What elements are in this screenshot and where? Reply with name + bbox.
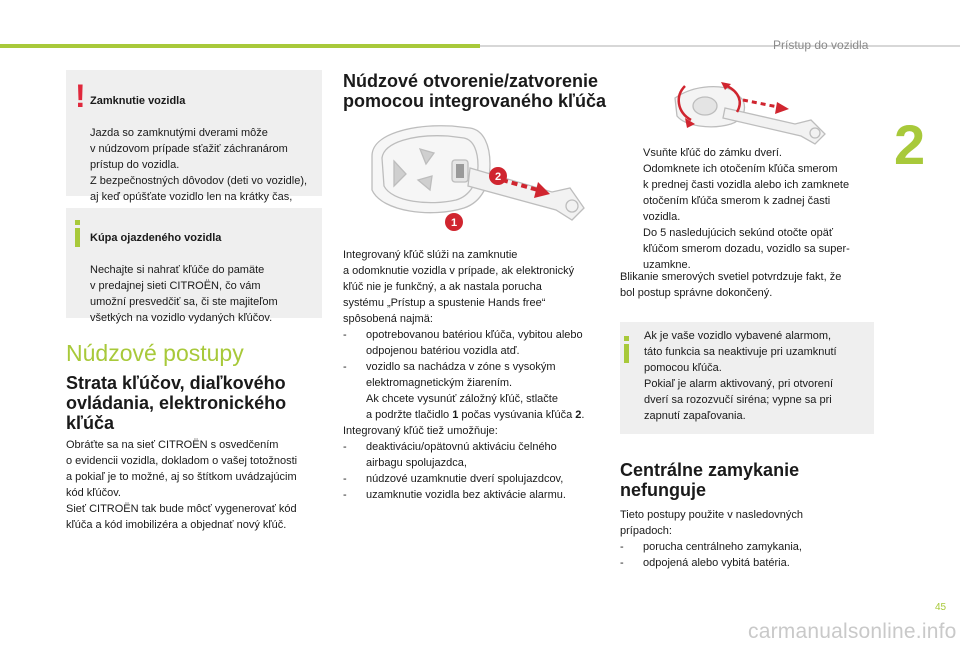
door-steps-list <box>620 145 875 273</box>
list-item: Vsuňte kľúč do zámku dverí. <box>643 147 782 159</box>
lost-keys-heading: Strata kľúčov, diaľkového ovládania, elektronického kľúča <box>66 373 287 433</box>
callout-1: 1 <box>450 217 458 229</box>
header-accent-bar <box>0 44 480 48</box>
list-item <box>343 391 613 423</box>
info-box-used-vehicle <box>66 208 322 324</box>
info-icon <box>624 336 629 363</box>
causes-list <box>343 327 613 423</box>
central-locking-intro: Tieto postupy použite v nasledovných prípadoch: <box>620 509 804 537</box>
watermark: carmanualsonline.info <box>748 620 957 643</box>
turn-signals-note: Blikanie smerových svetiel potvrdzuje fakt, že bol postup správne dokončený. <box>620 271 842 299</box>
integrated-key-heading: Núdzové otvorenie/zatvorenie pomocou integrovaného kľúča <box>343 71 606 111</box>
integrated-key-intro: Integrovaný kľúč slúži na zamknutie a odomknutie vozidla v prípade, ak elektronický kľúč nie je funkčný, a ak nastala porucha systému „Prístup a spustenie Hands free“ spôsobená najmä: <box>343 249 575 325</box>
list-item: - uzamknutie vozidla bez aktivácie alarmu. <box>343 489 566 501</box>
warning-box <box>66 70 322 203</box>
list-item: - opotrebovanou batériou kľúča, vybitou alebo odpojenou batériou vozidla atď. <box>343 329 583 357</box>
list-item: - porucha centrálneho zamykania, <box>620 541 802 553</box>
lost-keys-text: Obráťte sa na sieť CITROËN s osvedčením o evidencii vozidla, dokladom o vašej totožnosti a pokiaľ je to možné, aj so štítkom uvádzajúcim kód kľúčov. Sieť CITROËN tak bude môcť vygenerovať kód kľúča a kód imobilizéra a objednať nový kľúč. <box>66 439 298 531</box>
callout-2: 2 <box>494 171 502 183</box>
chapter-number: 2 <box>894 113 926 176</box>
also-allows-text: Integrovaný kľúč tiež umožňuje: <box>343 425 498 437</box>
info-icon <box>75 220 80 247</box>
uses-list <box>343 439 613 503</box>
exclamation-icon: ! <box>75 78 86 114</box>
list-item: - deaktiváciu/opätovnú aktiváciu čelného airbagu spolujazdca, <box>343 441 557 469</box>
info-used-title: Kúpa ojazdeného vozidla <box>90 232 222 244</box>
key-release-step: Ak chcete vysunúť záložný kľúč, stlačte a podržte tlačidlo 1 počas vysúvania kľúča 2. <box>366 393 585 421</box>
list-item: Odomknete ich otočením kľúča smerom k prednej časti vozidla alebo ich zamknete otočením kľúča smerom k zadnej časti vozidla. <box>643 163 850 223</box>
list-item: - vozidlo sa nachádza v zóne s vysokým elektromagnetickým žiarením. <box>343 361 556 389</box>
info-box-alarm <box>620 322 874 434</box>
info-used-body: Nechajte si nahrať kľúče do pamäte v predajnej sieti CITROËN, čo vám umožní presvedčiť sa, či ste majiteľom všetkých na vozidlo vydaných kľúčov. <box>90 264 278 324</box>
central-locking-heading: Centrálne zamykanie nefunguje <box>620 460 800 500</box>
warning-title: Zamknutie vozidla <box>90 95 186 107</box>
list-item: Do 5 nasledujúcich sekúnd otočte opäť kľúčom smerom dozadu, vozidlo sa super- uzamkne. <box>643 227 850 271</box>
alarm-note-text: Ak je vaše vozidlo vybavené alarmom, táto funkcia sa neaktivuje pri uzamknutí pomocou kľúča. Pokiaľ je alarm aktivovaný, pri otvorení dverí sa rozozvučí siréna; vypne sa pri zapnutí zapaľovania. <box>644 330 837 422</box>
list-item: - odpojená alebo vybitá batéria. <box>620 557 790 569</box>
emergency-heading: Núdzové postupy <box>66 340 244 366</box>
header-divider <box>480 45 960 47</box>
page-number: 45 <box>935 602 947 613</box>
list-item: - núdzové uzamknutie dverí spolujazdcov, <box>343 473 564 485</box>
door-lock-illustration <box>665 78 840 148</box>
warning-body: Jazda so zamknutými dverami môže v núdzovom prípade sťažiť záchranárom prístup do vozidla. Z bezpečnostných dôvodov (deti vo vozidle), aj keď opúšťate vozidlo len na krátky čas, <box>90 127 308 203</box>
central-locking-cases <box>620 539 875 571</box>
section-title: Prístup do vozidla <box>773 38 869 52</box>
key-fob-illustration <box>352 116 597 232</box>
